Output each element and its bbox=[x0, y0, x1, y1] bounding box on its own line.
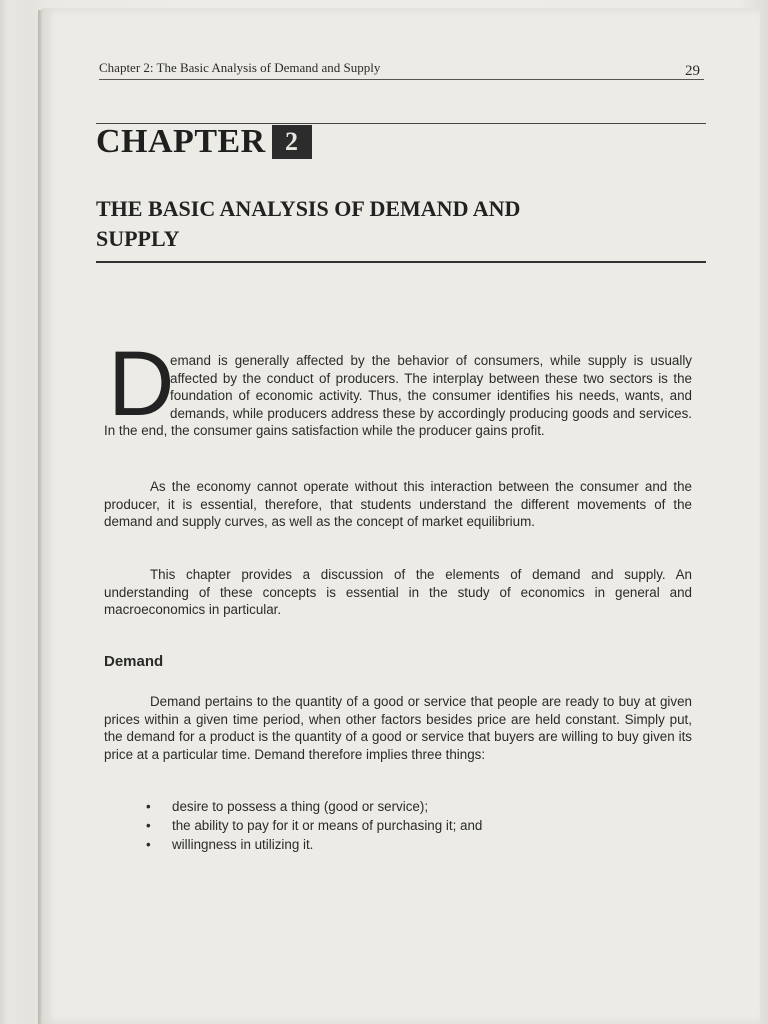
demand-paragraph: Demand pertains to the quantity of a good or service that people are ready to buy at given prices within a given time period, when other factors besides price are held constant. Simply put, the demand for a product is the quantity of a good or service that buyers are willing to buy given its price at a particular time. Demand therefore implies three things: bbox=[104, 694, 692, 762]
running-header bbox=[99, 59, 704, 80]
chapter-title bbox=[96, 194, 656, 254]
intro-paragraph-1 bbox=[104, 352, 692, 440]
bullet-icon: • bbox=[146, 818, 151, 833]
chapter-title-line-1: THE BASIC ANALYSIS OF DEMAND AND bbox=[96, 196, 521, 221]
list-item-text: the ability to pay for it or means of purchasing it; and bbox=[172, 818, 483, 833]
running-header-title: Chapter 2: The Basic Analysis of Demand and Supply bbox=[99, 60, 381, 75]
bullet-icon: • bbox=[146, 799, 151, 814]
chapter-title-rule bbox=[96, 261, 706, 263]
chapter-number-badge: 2 bbox=[272, 125, 312, 159]
list-item bbox=[146, 797, 646, 816]
chapter-title-line-2: SUPPLY bbox=[96, 226, 180, 251]
intro-paragraph-3: This chapter provides a discussion of the elements of demand and supply. An understanding of these concepts is essential in the study of economics in general and macroeconomics in particular. bbox=[104, 567, 692, 618]
bullet-icon: • bbox=[146, 837, 151, 852]
list-item-text: willingness in utilizing it. bbox=[172, 837, 314, 852]
intro-paragraph-1-text: emand is generally affected by the behavior of consumers, while supply is usually affected by the conduct of producers. The interplay between these two sectors is the foundation of economic activity. Thus, the consumer identifies his needs, wants, and demands, while producers address these by accordingly producing goods and services. In the end, the consumer gains satisfaction while the producer gains profit. bbox=[104, 353, 692, 439]
drop-cap-spacer bbox=[104, 352, 170, 418]
chapter-heading bbox=[96, 122, 312, 162]
drop-cap: D bbox=[108, 333, 175, 435]
list-item-text: desire to possess a thing (good or service); bbox=[172, 799, 429, 814]
chapter-label: CHAPTER bbox=[96, 123, 266, 160]
list-item bbox=[146, 835, 646, 854]
page-number: 29 bbox=[685, 63, 700, 79]
intro-paragraph-2: As the economy cannot operate without this interaction between the consumer and the producer, it is essential, therefore, that students understand the different movements of the demand and supply curves, as well as the concept of market equilibrium. bbox=[104, 479, 692, 530]
section-heading-demand: Demand bbox=[104, 653, 164, 670]
list-item bbox=[146, 816, 646, 835]
demand-implications-list bbox=[146, 797, 646, 854]
